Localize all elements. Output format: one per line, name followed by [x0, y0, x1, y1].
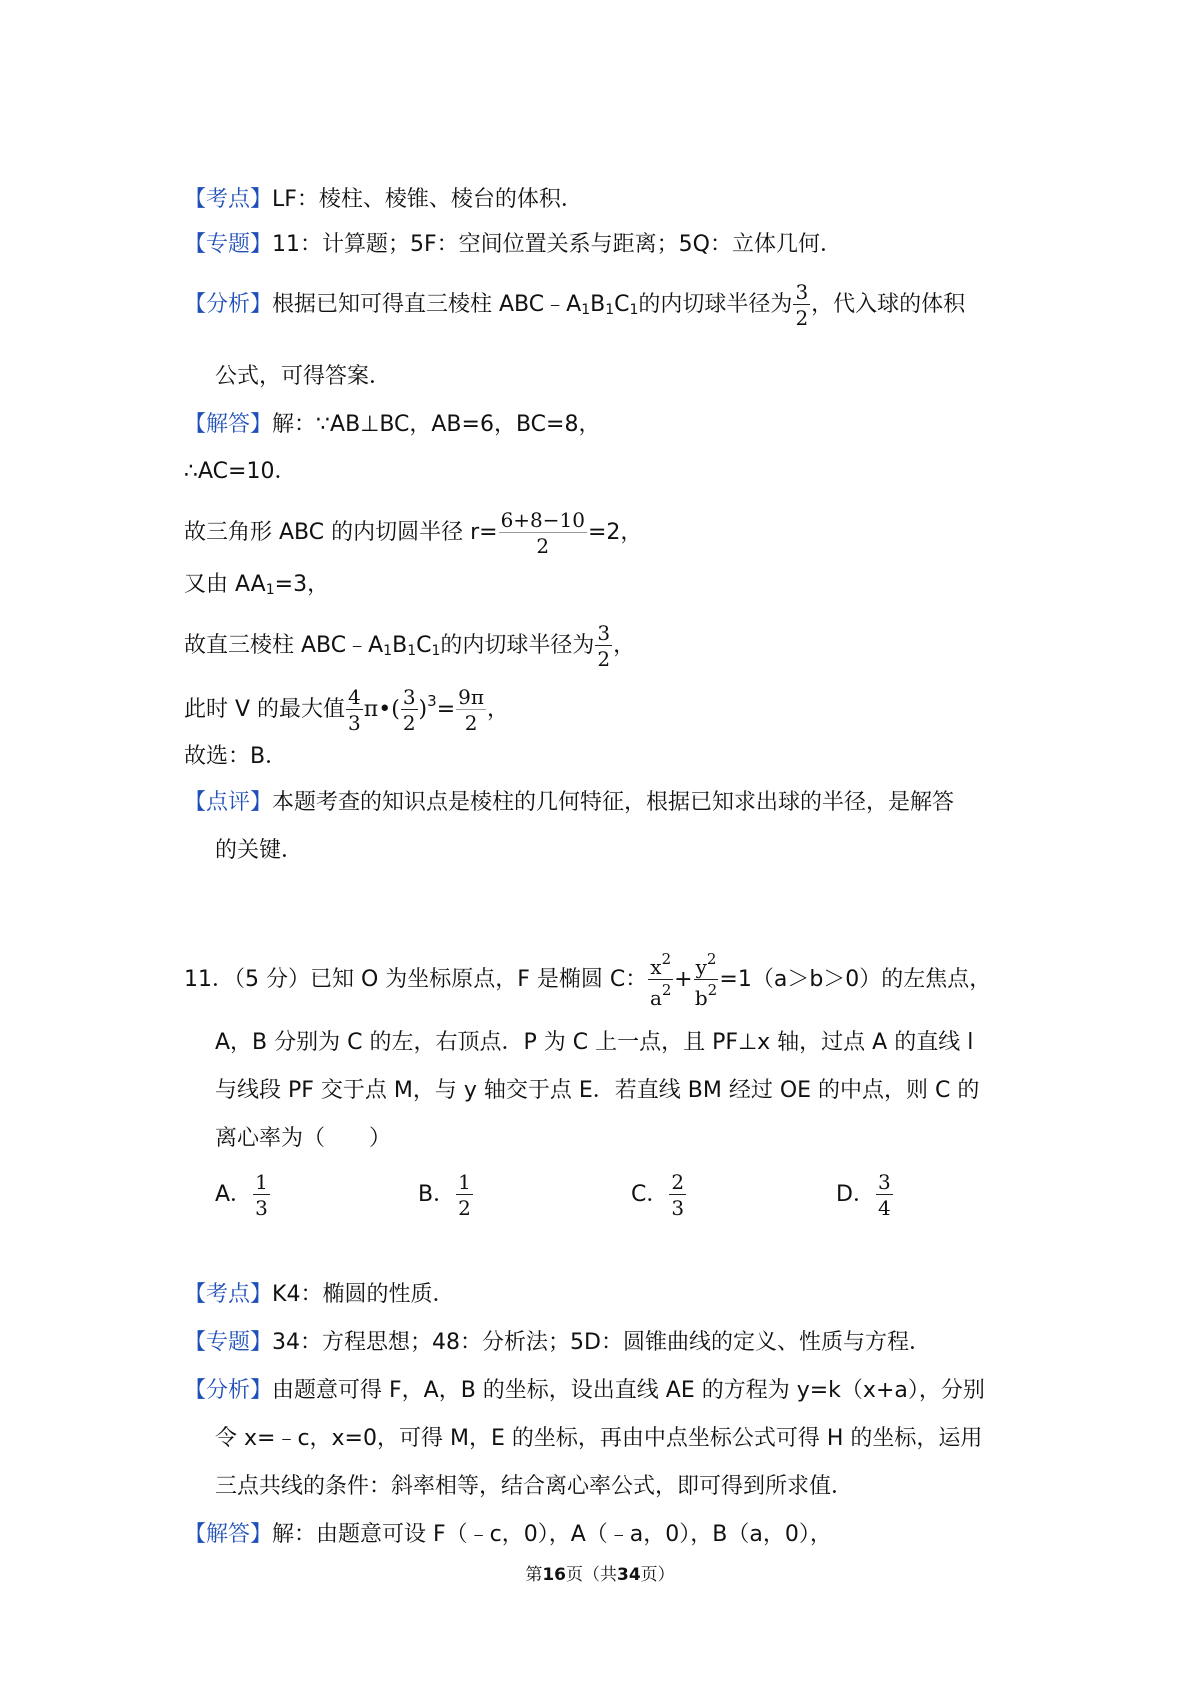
footer-pre: 第 [525, 1565, 543, 1585]
q10-kaodian-text: LF：棱柱、棱锥、棱台的体积． [272, 187, 583, 212]
fraction-denominator: 2 [458, 1196, 471, 1220]
footer-mid: 页（共 [566, 1565, 617, 1585]
subscript: 1 [629, 302, 639, 318]
fraction-numerator: 3 [877, 1170, 891, 1194]
fraction-denominator: 3 [255, 1196, 268, 1220]
paren-close: ) [418, 697, 428, 722]
pi-paren-open: π•( [363, 697, 400, 722]
fraction-numerator: 6+8−10 [500, 508, 585, 532]
q11-kaodian-text: K4：椭圆的性质． [272, 1282, 455, 1307]
fraction-denominator: 2 [464, 711, 478, 735]
fraction-denominator: 2 [597, 647, 611, 671]
q10-aa1-line [184, 570, 329, 605]
fraction-numerator: 1 [458, 1170, 471, 1194]
fraction-three-halves [595, 623, 612, 669]
q10-guxuan-line: 故选：B． [184, 744, 288, 769]
q10-fenxi-text-a: 根据已知可得直三棱柱 ABC﹣A [272, 292, 582, 317]
q11-fenxi-text: 由题意可得 F，A，B 的坐标，设出直线 AE 的方程为 y=k（x+a），分别 [272, 1378, 985, 1403]
q11-fenxi-line3: 三点共线的条件：斜率相等，结合离心率公式，即可得到所求值． [215, 1474, 854, 1499]
q11-jieda-text: 解：由题意可设 F（﹣c，0），A（﹣a，0），B（a，0）， [272, 1522, 832, 1547]
q10-jieda-line [184, 410, 600, 440]
q11-option-a[interactable] [215, 1172, 271, 1218]
q10-fenxi-text-d: 的内切球半径为 [638, 292, 793, 317]
q10-volume-end: ， [487, 697, 510, 722]
option-fraction [669, 1172, 686, 1218]
fenxi-tag: 【分析】 [184, 1378, 273, 1403]
dianping-tag: 【点评】 [184, 790, 273, 815]
zhuanti-tag: 【专题】 [184, 1330, 273, 1355]
exponent: 3 [427, 692, 437, 710]
fraction-numerator: 3 [795, 280, 809, 304]
fraction-nine-pi-halves [456, 687, 486, 733]
q10-aa1-text: 又由 AA [184, 572, 266, 597]
page-number: 16 [542, 1565, 566, 1585]
option-label: D． [836, 1182, 875, 1207]
q11-stem-line4: 离心率为（ ） [215, 1126, 392, 1151]
page-footer [0, 1560, 1200, 1585]
q10-jieda-text: 解：∵AB⊥BC，AB=6，BC=8， [272, 412, 601, 437]
q10-ball-text-e: ， [613, 633, 636, 658]
jieda-tag: 【解答】 [184, 1522, 273, 1547]
q10-fenxi-text-c: C [614, 292, 630, 317]
jieda-tag: 【解答】 [184, 412, 273, 437]
q10-ac-line: ∴AC=10． [184, 459, 297, 484]
exponent: 2 [661, 950, 672, 968]
q10-fenxi-text-e: ，代入球的体积 [811, 292, 966, 317]
q10-ball-text-c: C [416, 633, 432, 658]
fraction-numerator: 9π [458, 685, 484, 709]
q10-ball-text-a: 故直三棱柱 ABC﹣A [184, 633, 384, 658]
fraction-inradius [499, 510, 587, 556]
plus-sign: + [674, 967, 693, 992]
fraction-denominator: 3 [348, 711, 361, 735]
fraction-four-thirds [346, 687, 363, 733]
q11-option-d[interactable] [836, 1172, 894, 1218]
fraction-numerator: x [650, 955, 662, 979]
q10-zhuanti-line [184, 230, 842, 260]
subscript: 1 [265, 582, 275, 598]
option-fraction [456, 1172, 473, 1218]
q10-ball-text-b: B [392, 633, 408, 658]
q11-option-b[interactable] [418, 1172, 474, 1218]
q10-volume-text: 此时 V 的最大值 [184, 697, 346, 722]
subscript: 1 [407, 643, 417, 659]
fraction-denominator: b [694, 986, 708, 1010]
fenxi-tag: 【分析】 [184, 292, 273, 317]
option-label: A． [215, 1182, 253, 1207]
zhuanti-tag: 【专题】 [184, 232, 273, 257]
fraction-numerator: 3 [402, 685, 416, 709]
fraction-denominator: 2 [402, 711, 416, 735]
q10-inradius-text: 故三角形 ABC 的内切圆半径 r= [184, 520, 498, 545]
exponent: 2 [661, 981, 672, 999]
q10-volume-line [184, 686, 509, 733]
q11-zhuanti-line [184, 1328, 931, 1358]
fraction-denominator: a [649, 986, 662, 1010]
q10-fenxi-text-b: B [590, 292, 606, 317]
q10-aa1-value: =3， [274, 572, 330, 597]
fraction-numerator: 3 [597, 621, 611, 645]
fraction-denominator: 2 [536, 534, 550, 558]
subscript: 1 [581, 302, 591, 318]
subscript: 1 [605, 302, 615, 318]
q11-stem-line2: A，B 分别为 C 的左，右顶点．P 为 C 上一点，且 PF⊥x 轴，过点 A 的直线 l [215, 1030, 974, 1055]
fraction-three-halves [401, 687, 418, 733]
q10-fenxi-line2: 公式，可得答案． [215, 364, 392, 389]
option-fraction [253, 1172, 270, 1218]
exponent: 2 [707, 981, 718, 999]
fraction-denominator: 2 [795, 306, 809, 330]
footer-post: 页） [640, 1565, 675, 1585]
q10-kaodian-line [184, 185, 583, 215]
q10-dianping-text: 本题考查的知识点是棱柱的几何特征，根据已知求出球的半径，是解答 [272, 790, 955, 815]
q11-option-c[interactable] [631, 1172, 687, 1218]
fraction-y2-b2 [694, 952, 719, 1008]
page-total: 34 [617, 1565, 641, 1585]
q11-stem-text-a: 11．（5 分）已知 O 为坐标原点，F 是椭圆 C： [184, 967, 648, 992]
kaodian-tag: 【考点】 [184, 1282, 273, 1307]
subscript: 1 [431, 643, 441, 659]
fraction-x2-a2 [648, 952, 673, 1008]
q10-inradius-line [184, 510, 642, 556]
q11-zhuanti-text: 34：方程思想；48：分析法；5D：圆锥曲线的定义、性质与方程． [272, 1330, 931, 1355]
q11-kaodian-line [184, 1280, 454, 1310]
subscript: 1 [383, 643, 393, 659]
q11-stem-line3: 与线段 PF 交于点 M，与 y 轴交于点 E．若直线 BM 经过 OE 的中点，则 C 的 [215, 1078, 980, 1103]
fraction-numerator: y [695, 955, 707, 979]
option-label: C． [631, 1182, 669, 1207]
fraction-three-halves [793, 282, 810, 328]
option-fraction [876, 1172, 893, 1218]
q11-fenxi-line [184, 1376, 985, 1406]
fraction-numerator: 2 [671, 1170, 685, 1194]
q11-stem-text-b: =1（a＞b＞0）的左焦点， [719, 967, 992, 992]
q11-jieda-line [184, 1520, 832, 1550]
q10-dianping-line2: 的关键． [215, 838, 304, 863]
fraction-denominator: 4 [877, 1196, 891, 1220]
fraction-numerator: 1 [255, 1170, 268, 1194]
q10-fenxi-line [184, 282, 965, 328]
fraction-denominator: 3 [671, 1196, 685, 1220]
fraction-numerator: 4 [348, 685, 361, 709]
exponent: 2 [706, 950, 717, 968]
q11-fenxi-line2: 令 x=﹣c，x=0，可得 M，E 的坐标，再由中点坐标公式可得 H 的坐标，运用 [215, 1426, 983, 1451]
q11-stem-line1 [184, 952, 991, 1008]
q10-ball-text-d: 的内切球半径为 [440, 633, 595, 658]
equals-sign: = [436, 697, 456, 722]
q10-zhuanti-text: 11：计算题；5F：空间位置关系与距离；5Q：立体几何． [272, 232, 842, 257]
q10-inradius-result: =2， [588, 520, 643, 545]
kaodian-tag: 【考点】 [184, 187, 273, 212]
q10-dianping-line [184, 788, 954, 818]
option-label: B． [418, 1182, 456, 1207]
q10-ball-line [184, 623, 635, 669]
